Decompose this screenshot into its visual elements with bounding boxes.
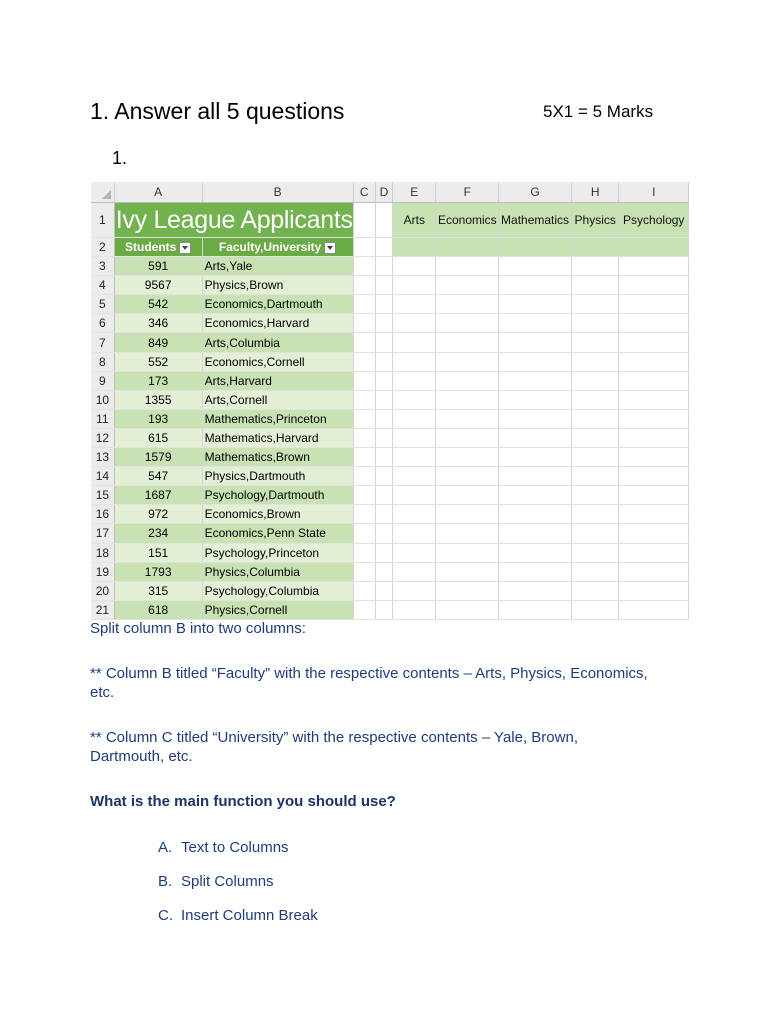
cell	[375, 314, 392, 333]
cell	[436, 562, 499, 581]
cell	[375, 276, 392, 295]
cell	[499, 333, 572, 352]
sheet-row	[91, 295, 689, 314]
sheet-row	[91, 505, 689, 524]
cell	[375, 238, 392, 257]
cell	[571, 600, 619, 619]
spreadsheet-table	[91, 182, 689, 620]
sheet-row	[91, 543, 689, 562]
cell	[393, 505, 436, 524]
cell	[571, 390, 619, 409]
column-c-instruction: ** Column C titled “University” with the respective contents – Yale, Brown, Dartmouth, etc.	[90, 729, 578, 765]
cell	[353, 505, 375, 524]
option-text: Insert Column Break	[181, 907, 318, 924]
cell	[353, 448, 375, 467]
option-text: Text to Columns	[181, 839, 289, 856]
cell	[353, 524, 375, 543]
cell	[499, 428, 572, 447]
option-letter: C.	[158, 907, 173, 924]
cell	[436, 390, 499, 409]
cell	[393, 467, 436, 486]
faculty-university-cell: Physics,Dartmouth	[202, 467, 353, 486]
faculty-university-cell: Mathematics,Brown	[202, 448, 353, 467]
cell	[375, 486, 392, 505]
sheet-row	[91, 390, 689, 409]
faculty-university-cell: Psychology,Dartmouth	[202, 486, 353, 505]
cell	[619, 428, 689, 447]
cell	[436, 409, 499, 428]
column-header: C	[353, 182, 375, 203]
students-cell: 9567	[114, 276, 202, 295]
cell	[353, 238, 375, 257]
cell	[619, 448, 689, 467]
cell	[499, 467, 572, 486]
cell	[499, 371, 572, 390]
cell	[375, 257, 392, 276]
marks-label: 5X1 = 5 Marks	[543, 102, 654, 121]
cell	[353, 428, 375, 447]
sheet-row	[91, 486, 689, 505]
cell	[353, 371, 375, 390]
sheet-row	[91, 371, 689, 390]
cell	[436, 276, 499, 295]
cell	[571, 581, 619, 600]
sheet-row	[91, 600, 689, 619]
faculty-university-cell: Economics,Cornell	[202, 352, 353, 371]
cell	[499, 390, 572, 409]
cell	[353, 333, 375, 352]
cell	[499, 276, 572, 295]
cell	[571, 276, 619, 295]
cell	[619, 409, 689, 428]
students-cell: 1355	[114, 390, 202, 409]
students-cell: 552	[114, 352, 202, 371]
page-title: 1. Answer all 5 questions	[90, 98, 345, 124]
cell	[619, 467, 689, 486]
cell	[499, 409, 572, 428]
cell	[571, 238, 619, 257]
faculty-university-cell: Economics,Dartmouth	[202, 295, 353, 314]
cell	[393, 428, 436, 447]
students-cell: 1687	[114, 486, 202, 505]
cell	[619, 562, 689, 581]
row-header: 17	[91, 524, 114, 543]
cell	[499, 257, 572, 276]
column-b-instruction: ** Column B titled “Faculty” with the respective contents – Arts, Physics, Economics, etc.	[90, 665, 648, 701]
students-cell: 849	[114, 333, 202, 352]
column-header: A	[114, 182, 202, 203]
row-header: 21	[91, 600, 114, 619]
cell	[436, 238, 499, 257]
cell	[393, 295, 436, 314]
cell	[393, 448, 436, 467]
cell	[393, 314, 436, 333]
cell	[353, 600, 375, 619]
option-c[interactable]	[158, 906, 318, 925]
cell	[619, 600, 689, 619]
option-letter: B.	[158, 873, 173, 890]
row-header: 9	[91, 371, 114, 390]
row-header: 16	[91, 505, 114, 524]
sheet-row	[91, 428, 689, 447]
sheet-row	[91, 238, 689, 257]
cell	[375, 524, 392, 543]
cell	[436, 505, 499, 524]
cell	[375, 333, 392, 352]
cell	[436, 428, 499, 447]
row-header: 2	[91, 238, 114, 257]
cell	[436, 295, 499, 314]
cell	[436, 581, 499, 600]
faculty-university-header	[202, 238, 353, 257]
row-header: 14	[91, 467, 114, 486]
cell	[499, 543, 572, 562]
option-letter: A.	[158, 839, 173, 856]
subject-header: Psychology	[619, 203, 689, 238]
cell	[571, 257, 619, 276]
students-cell: 542	[114, 295, 202, 314]
cell	[571, 543, 619, 562]
faculty-university-cell: Physics,Cornell	[202, 600, 353, 619]
faculty-university-cell: Economics,Penn State	[202, 524, 353, 543]
faculty-university-cell: Arts,Columbia	[202, 333, 353, 352]
cell	[353, 390, 375, 409]
cell	[619, 276, 689, 295]
students-cell: 193	[114, 409, 202, 428]
sheet-title-cell: Ivy League Applicants	[114, 203, 353, 238]
cell	[393, 486, 436, 505]
faculty-university-cell: Economics,Harvard	[202, 314, 353, 333]
cell	[393, 257, 436, 276]
cell	[375, 562, 392, 581]
sheet-row	[91, 333, 689, 352]
question-text: What is the main function you should use?	[90, 793, 396, 810]
faculty-university-cell: Mathematics,Princeton	[202, 409, 353, 428]
students-cell: 315	[114, 581, 202, 600]
cell	[619, 543, 689, 562]
cell	[436, 486, 499, 505]
sheet-row	[91, 352, 689, 371]
cell	[619, 390, 689, 409]
students-cell: 1579	[114, 448, 202, 467]
cell	[619, 524, 689, 543]
cell	[393, 543, 436, 562]
cell	[375, 428, 392, 447]
subject-header: Economics	[436, 203, 499, 238]
cell	[619, 238, 689, 257]
option-text: Split Columns	[181, 873, 274, 890]
faculty-university-header-label: Faculty,University	[218, 240, 322, 255]
option-b[interactable]	[158, 872, 274, 891]
cell	[353, 409, 375, 428]
column-header: G	[499, 182, 572, 203]
cell	[436, 467, 499, 486]
faculty-university-cell: Arts,Yale	[202, 257, 353, 276]
cell	[436, 600, 499, 619]
cell	[619, 352, 689, 371]
cell	[571, 486, 619, 505]
cell	[571, 295, 619, 314]
sheet-row	[91, 257, 689, 276]
row-header: 15	[91, 486, 114, 505]
cell	[353, 352, 375, 371]
row-header: 6	[91, 314, 114, 333]
students-cell: 173	[114, 371, 202, 390]
cell	[499, 295, 572, 314]
students-cell: 346	[114, 314, 202, 333]
subject-header: Mathematics	[499, 203, 572, 238]
cell	[353, 543, 375, 562]
cell	[619, 505, 689, 524]
cell	[499, 505, 572, 524]
faculty-university-cell: Psychology,Princeton	[202, 543, 353, 562]
cell	[619, 371, 689, 390]
cell	[571, 448, 619, 467]
row-header: 13	[91, 448, 114, 467]
cell	[393, 562, 436, 581]
row-header: 20	[91, 581, 114, 600]
cell	[619, 333, 689, 352]
subject-header: Physics	[571, 203, 619, 238]
cell	[393, 409, 436, 428]
sheet-row	[91, 276, 689, 295]
row-header: 4	[91, 276, 114, 295]
students-header	[114, 238, 202, 257]
faculty-university-cell: Economics,Brown	[202, 505, 353, 524]
cell	[436, 524, 499, 543]
faculty-university-cell: Physics,Columbia	[202, 562, 353, 581]
question-number: 1.	[112, 148, 128, 168]
sheet-row	[91, 467, 689, 486]
cell	[436, 371, 499, 390]
cell	[393, 333, 436, 352]
cell	[375, 203, 392, 238]
cell	[353, 276, 375, 295]
cell	[436, 333, 499, 352]
sheet-row	[91, 203, 689, 238]
cell	[375, 581, 392, 600]
instruction-text: Split column B into two columns:	[90, 620, 306, 637]
row-header: 1	[91, 203, 114, 238]
sheet-row	[91, 409, 689, 428]
cell	[499, 600, 572, 619]
cell	[393, 524, 436, 543]
filter-dropdown-icon[interactable]	[324, 242, 336, 254]
cell	[375, 600, 392, 619]
cell	[499, 314, 572, 333]
cell	[393, 371, 436, 390]
cell	[436, 314, 499, 333]
cell	[499, 448, 572, 467]
cell	[375, 295, 392, 314]
cell	[499, 352, 572, 371]
row-header: 5	[91, 295, 114, 314]
faculty-university-cell: Physics,Brown	[202, 276, 353, 295]
cell	[571, 524, 619, 543]
sheet-row	[91, 562, 689, 581]
students-cell: 1793	[114, 562, 202, 581]
cell	[393, 600, 436, 619]
filter-dropdown-icon[interactable]	[179, 242, 191, 254]
cell	[571, 352, 619, 371]
faculty-university-cell: Mathematics,Harvard	[202, 428, 353, 447]
cell	[436, 448, 499, 467]
students-cell: 234	[114, 524, 202, 543]
cell	[499, 486, 572, 505]
sheet-row	[91, 448, 689, 467]
column-header: F	[436, 182, 499, 203]
cell	[393, 390, 436, 409]
cell	[375, 467, 392, 486]
cell	[619, 257, 689, 276]
option-a[interactable]	[158, 838, 289, 857]
cell	[571, 371, 619, 390]
cell	[353, 203, 375, 238]
column-header: E	[393, 182, 436, 203]
cell	[571, 409, 619, 428]
cell	[619, 581, 689, 600]
column-header-row	[91, 182, 689, 203]
cell	[393, 238, 436, 257]
cell	[619, 295, 689, 314]
sheet-row	[91, 524, 689, 543]
cell	[375, 352, 392, 371]
cell	[619, 314, 689, 333]
cell	[353, 257, 375, 276]
select-all-corner	[91, 182, 114, 203]
cell	[375, 543, 392, 562]
sheet-row	[91, 314, 689, 333]
cell	[353, 295, 375, 314]
cell	[353, 581, 375, 600]
cell	[571, 428, 619, 447]
cell	[393, 276, 436, 295]
row-header: 8	[91, 352, 114, 371]
students-header-label: Students	[124, 240, 177, 255]
sheet-row	[91, 581, 689, 600]
cell	[499, 524, 572, 543]
cell	[353, 486, 375, 505]
cell	[571, 314, 619, 333]
row-header: 7	[91, 333, 114, 352]
cell	[571, 467, 619, 486]
students-cell: 972	[114, 505, 202, 524]
students-cell: 547	[114, 467, 202, 486]
cell	[499, 581, 572, 600]
row-header: 3	[91, 257, 114, 276]
students-cell: 591	[114, 257, 202, 276]
cell	[571, 562, 619, 581]
cell	[353, 467, 375, 486]
students-cell: 151	[114, 543, 202, 562]
cell	[375, 390, 392, 409]
column-header: D	[375, 182, 392, 203]
cell	[571, 333, 619, 352]
cell	[499, 562, 572, 581]
column-header: H	[571, 182, 619, 203]
row-header: 19	[91, 562, 114, 581]
students-cell: 615	[114, 428, 202, 447]
cell	[393, 581, 436, 600]
cell	[436, 543, 499, 562]
faculty-university-cell: Psychology,Columbia	[202, 581, 353, 600]
cell	[375, 371, 392, 390]
cell	[436, 257, 499, 276]
students-cell: 618	[114, 600, 202, 619]
spreadsheet-image	[91, 182, 689, 617]
subject-header: Arts	[393, 203, 436, 238]
cell	[353, 562, 375, 581]
column-header: B	[202, 182, 353, 203]
cell	[393, 352, 436, 371]
faculty-university-cell: Arts,Harvard	[202, 371, 353, 390]
cell	[499, 238, 572, 257]
cell	[353, 314, 375, 333]
cell	[375, 409, 392, 428]
cell	[375, 448, 392, 467]
faculty-university-cell: Arts,Cornell	[202, 390, 353, 409]
row-header: 18	[91, 543, 114, 562]
column-header: I	[619, 182, 689, 203]
cell	[619, 486, 689, 505]
row-header: 10	[91, 390, 114, 409]
cell	[375, 505, 392, 524]
cell	[571, 505, 619, 524]
row-header: 12	[91, 428, 114, 447]
cell	[436, 352, 499, 371]
row-header: 11	[91, 409, 114, 428]
